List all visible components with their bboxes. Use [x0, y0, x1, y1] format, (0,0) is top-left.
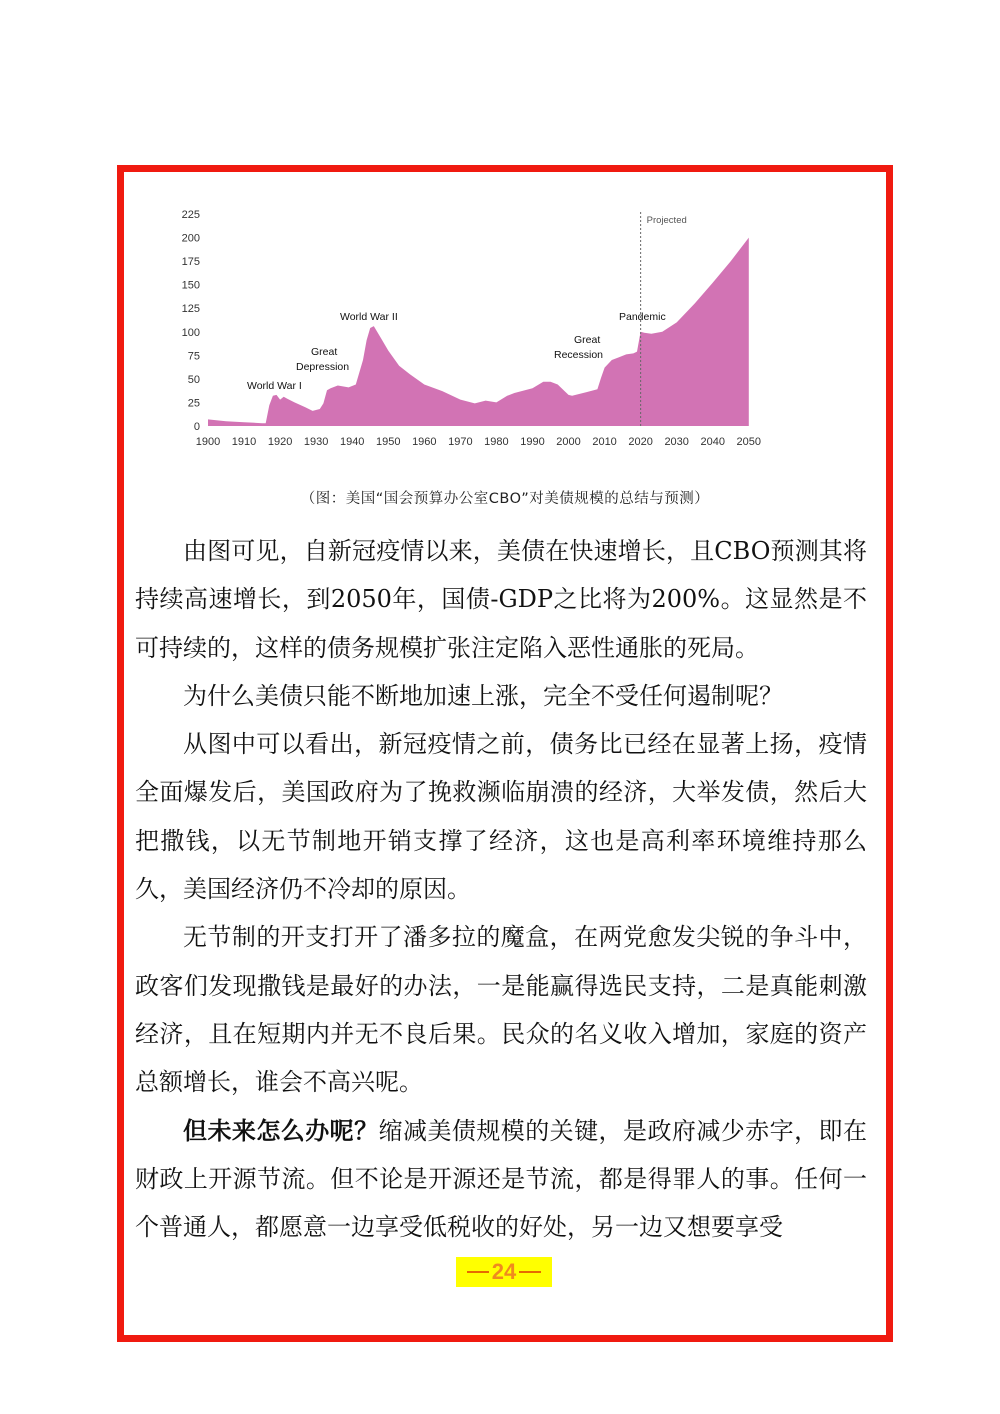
x-tick-label: 1990: [520, 436, 545, 448]
dash-left: [467, 1271, 489, 1273]
x-tick-label: 2030: [664, 436, 689, 448]
x-tick-label: 2010: [592, 436, 617, 448]
y-tick-label: 125: [181, 303, 200, 316]
paragraph: 为什么美债只能不断地加速上涨，完全不受任何遏制呢？: [183, 681, 783, 710]
y-tick-label: 25: [187, 397, 200, 410]
x-tick-label: 2040: [700, 436, 725, 448]
x-tick-label: 2050: [736, 436, 762, 448]
x-tick-label: 2020: [628, 436, 653, 448]
x-tick-label: 1920: [267, 436, 293, 448]
annotation-world-war-2: World War II: [340, 311, 398, 323]
annotation-great-recession-1: Great: [574, 334, 601, 346]
paragraph: 由图可见，自新冠疫情以来，美债在快速增长，且CBO预测其将持续高速增长，到2050年，国债-GDP之比将为200%。这显然是不可持续的，这样的债务规模扩张注定陷入恶性通胀的死局。: [135, 537, 867, 662]
projected-label: Projected: [646, 215, 687, 226]
x-tick-label: 1960: [412, 436, 437, 448]
y-tick-label: 225: [181, 209, 200, 221]
y-tick-label: 50: [187, 373, 200, 386]
annotation-pandemic: Pandemic: [619, 311, 666, 323]
y-tick-label: 0: [193, 421, 200, 433]
paragraph-lead-bold: 但未来怎么办呢？: [183, 1115, 379, 1145]
debt-chart: [181, 200, 775, 460]
y-tick-label: 200: [181, 232, 200, 245]
paragraph: [135, 1107, 867, 1252]
x-tick-label: 1910: [231, 436, 257, 448]
y-tick-label: 75: [187, 350, 200, 363]
article-body: [135, 527, 867, 1251]
dash-right: [519, 1271, 541, 1273]
y-tick-label: 100: [181, 326, 200, 339]
x-tick-label: 1980: [484, 436, 509, 448]
y-tick-label: 150: [181, 279, 200, 292]
paragraph: 无节制的开支打开了潘多拉的魔盒，在两党愈发尖锐的争斗中，政客们发现撒钱是最好的办法，一是能赢得选民支持，二是真能刺激经济，且在短期内并无不良后果。民众的名义收入增加，家庭的资产总额增长，谁会不高兴呢。: [135, 923, 867, 1097]
x-tick-label: 1940: [339, 436, 365, 448]
x-tick-label: 2000: [556, 436, 581, 448]
annotation-great-recession-2: Recession: [554, 349, 604, 361]
paragraph-rest: 缩减美债规模的关键，是政府减少赤字，即在财政上开源节流。但不论是开源还是节流，都是得罪人的事。任何一个普通人，都愿意一边享受低税收的好处，另一边又想要享受: [135, 1116, 868, 1242]
paragraph: 从图中可以看出，新冠疫情之前，债务比已经在显著上扬，疫情全面爆发后，美国政府为了挽救濒临崩溃的经济，大举发债，然后大把撒钱，以无节制地开销支撑了经济，这也是高利率环境维持那么久，美国经济仍不冷却的原因。: [135, 730, 867, 904]
x-tick-label: 1950: [376, 436, 401, 448]
page-number: 24: [491, 1259, 517, 1284]
x-tick-label: 1970: [448, 436, 473, 448]
annotation-great-depression-2: Depression: [296, 361, 350, 373]
x-tick-label: 1900: [195, 436, 221, 448]
annotation-great-depression-1: Great: [311, 346, 338, 358]
page-number-badge: [456, 1257, 552, 1287]
debt-area-series: [208, 238, 749, 426]
annotation-world-war-1: World War I: [247, 380, 302, 392]
x-tick-label: 1930: [303, 436, 329, 448]
chart-caption: （图：美国“国会预算办公室CBO”对美债规模的总结与预测）: [300, 491, 710, 507]
y-tick-label: 175: [181, 256, 200, 269]
